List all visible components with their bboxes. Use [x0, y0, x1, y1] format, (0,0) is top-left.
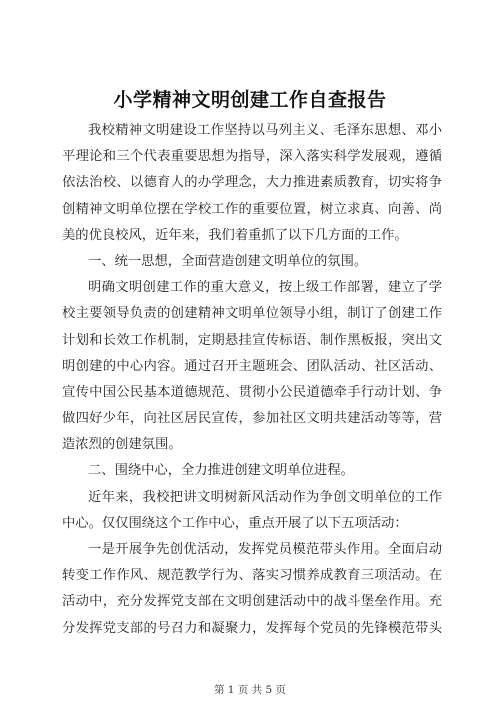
section-heading: 二、围绕中心，全力推进创建文明单位进程。 [88, 463, 354, 479]
paragraph-line: 计划和长效工作机制，定期悬挂宣传标语、制作黑板报，突出文 [62, 332, 442, 348]
paragraph-line: 转变工作作风、规范教学行为、落实习惯养成教育三项活动。在 [62, 568, 442, 584]
page-footer: 第 1 页 共 5 页 [213, 684, 287, 696]
paragraph-line: 造浓烈的创建氛围。 [62, 437, 182, 453]
paragraph-line: 做四好少年，向社区居民宣传，参加社区文明共建活动等等，营 [62, 411, 442, 427]
paragraph-line: 中心。仅仅围绕这个工作中心，重点开展了以下五项活动： [62, 515, 408, 531]
section-heading: 一、统一思想，全面营造创建文明单位的氛围。 [88, 253, 368, 269]
paragraph-line: 依法治校、以德育人的办学理念，大力推进素质教育，切实将争 [62, 175, 442, 191]
document-body [62, 118, 442, 642]
paragraph-line: 明创建的中心内容。通过召开主题班会、团队活动、社区活动、 [62, 358, 442, 374]
paragraph-line: 我校精神文明建设工作坚持以马列主义、毛泽东思想、邓小 [88, 123, 442, 138]
paragraph-line: 校主要领导负责的创建精神文明单位领导小组，制订了创建工作 [62, 306, 442, 322]
paragraph-line: 活动中，充分发挥党支部在文明创建活动中的战斗堡垒作用。充 [62, 594, 442, 610]
paragraph-line: 创精神文明单位摆在学校工作的重要位置，树立求真、向善、尚 [62, 201, 442, 217]
paragraph-line: 分发挥党支部的号召力和凝聚力，发挥每个党员的先锋模范带头 [62, 620, 442, 636]
paragraph-line: 一是开展争先创优活动，发挥党员模范带头作用。全面启动 [88, 542, 442, 557]
paragraph-line: 明确文明创建工作的重大意义，按上级工作部署，建立了学 [88, 280, 442, 296]
paragraph-line: 宣传中国公民基本道德规范、贯彻小公民道德牵手行动计划、争 [62, 384, 442, 400]
paragraph-line: 平理论和三个代表重要思想为指导，深入落实科学发展观，遵循 [62, 149, 442, 165]
paragraph-line: 近年来，我校把讲文明树新风活动作为争创文明单位的工作 [88, 489, 442, 505]
paragraph-line: 美的优良校风，近年来，我们着重抓了以下几方面的工作。 [62, 227, 408, 243]
document-title: 小学精神文明创建工作自查报告 [113, 89, 387, 111]
